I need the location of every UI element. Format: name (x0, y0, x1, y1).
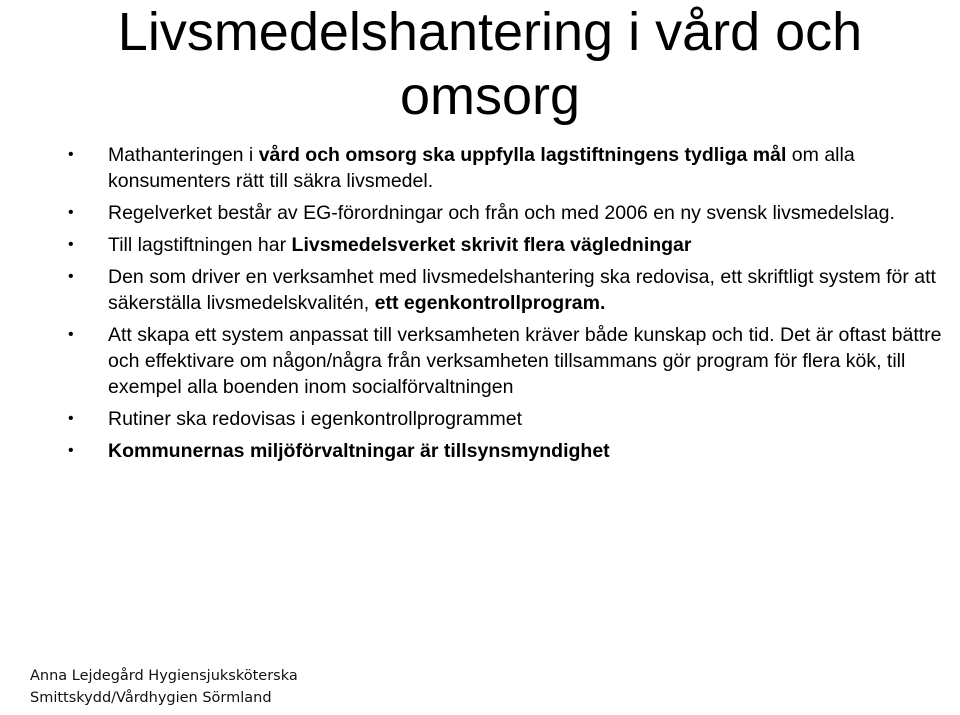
bullet-4-bold: ett egenkontrollprogram. (374, 292, 606, 314)
bullet-item-6 (68, 406, 948, 432)
slide-title (40, 0, 940, 128)
bullet-1-text: Mathanteringen i (108, 144, 259, 166)
slide-title-line-2: omsorg (399, 66, 581, 126)
footer-line-1: Anna Lejdegård Hygiensjuksköterska (30, 668, 298, 684)
bullet-7-bold: Kommunernas miljöförvaltningar är tillsynsmyndighet (108, 440, 610, 462)
slide-title-line-1: Livsmedelshantering i vård och (117, 2, 863, 62)
bullet-4-text: Den som driver en verksamhet med livsmedelshantering ska redovisa, ett skriftligt system för att säkerställa livsmedelskvalitén, (108, 266, 936, 314)
bullet-item-3 (68, 232, 948, 258)
bullet-3-bold: Livsmedelsverket skrivit flera vägledningar (291, 234, 692, 256)
bullet-item-5 (68, 322, 948, 400)
bullet-6-text: Rutiner ska redovisas i egenkontrollprogrammet (108, 408, 523, 430)
bullet-dot: • (68, 442, 74, 459)
footer-credit (30, 665, 298, 709)
bullet-3-text: Till lagstiftningen har (108, 234, 292, 256)
bullet-dot: • (68, 410, 74, 427)
bullet-item-4 (68, 264, 948, 316)
bullet-dot: • (68, 146, 74, 163)
bullet-list (68, 142, 948, 470)
bullet-item-1 (68, 142, 948, 194)
footer-line-2: Smittskydd/Vårdhygien Sörmland (30, 690, 272, 706)
bullet-dot: • (68, 326, 74, 343)
bullet-item-7 (68, 438, 948, 464)
bullet-dot: • (68, 268, 74, 285)
bullet-dot: • (68, 204, 74, 221)
bullet-1-text-end: om alla konsumenters rätt till säkra livsmedel. (108, 144, 855, 192)
bullet-5-text: Att skapa ett system anpassat till verksamheten kräver både kunskap och tid. Det är oftast bättre och effektivare om någon/några från verksamheten tillsammans gör program för flera kök, till exempel alla boenden inom socialförvaltningen (108, 324, 942, 398)
bullet-2-text: Regelverket består av EG-förordningar och från och med 2006 en ny svensk livsmedelslag. (108, 202, 895, 224)
bullet-item-2 (68, 200, 948, 226)
bullet-dot: • (68, 236, 74, 253)
bullet-1-bold: vård och omsorg ska uppfylla lagstiftningens tydliga mål (258, 144, 787, 166)
